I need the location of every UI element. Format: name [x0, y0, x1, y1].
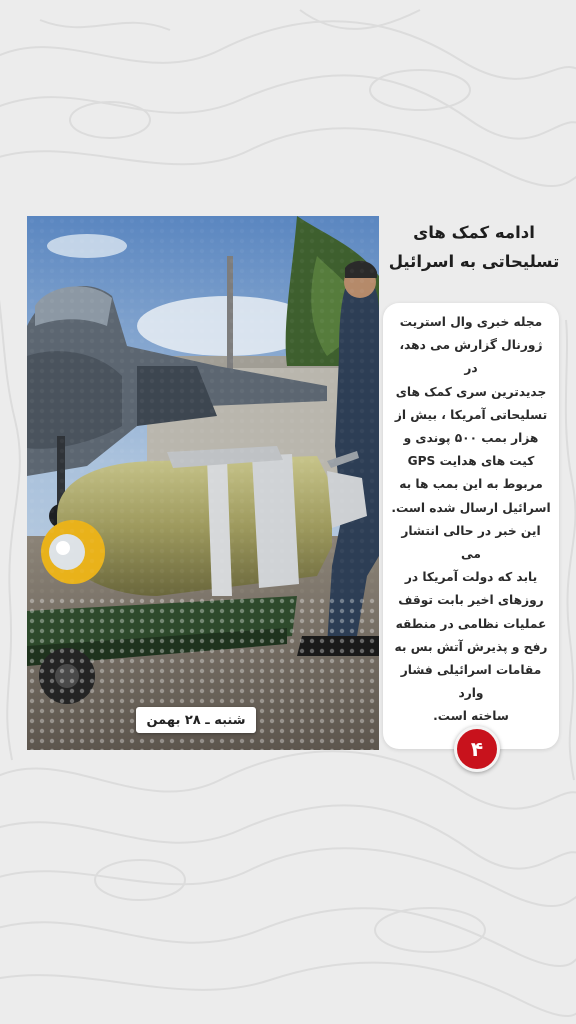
body-line: عملیات نظامی در منطقه: [395, 616, 547, 631]
body-line: جدیدترین سری کمک های: [395, 384, 547, 399]
headline-line-1: ادامه کمک های: [413, 223, 535, 242]
body-line: تسلیحاتی آمریکا ، بیش از: [394, 407, 548, 422]
body-line: رفح و پذیرش آتش بس به: [394, 639, 548, 654]
bomb-and-jet-illustration: [27, 216, 379, 750]
body-line: مجله خبری وال استریت: [399, 315, 543, 329]
article-card: [383, 303, 559, 749]
body-line: یابد که دولت آمریکا در: [404, 570, 538, 585]
news-photo: [27, 216, 379, 750]
body-line: هزار بمب ۵۰۰ پوندی و: [403, 431, 539, 446]
body-line: این خبر در حالی انتشار می: [401, 523, 541, 562]
body-line: ژورنال گزارش می دهد، در: [399, 338, 543, 376]
headline-line-2: تسلیحاتی به اسرائیل: [388, 252, 560, 271]
date-badge: شنبه ـ ۲۸ بهمن: [136, 707, 256, 733]
body-line: مقامات اسرائیلی فشار وارد: [400, 663, 542, 701]
body-line: کیت های هدایت GPS: [407, 454, 535, 469]
page-number-badge: ۴: [454, 726, 500, 772]
body-line: مربوط به این بمب ها به: [399, 477, 543, 492]
body-line: روزهای اخیر بابت توقف: [398, 593, 544, 608]
body-line: اسرائیل ارسال شده است.: [391, 500, 551, 515]
article-body: [391, 311, 551, 729]
headline: [383, 218, 565, 282]
body-line: ساخته است.: [433, 709, 509, 724]
